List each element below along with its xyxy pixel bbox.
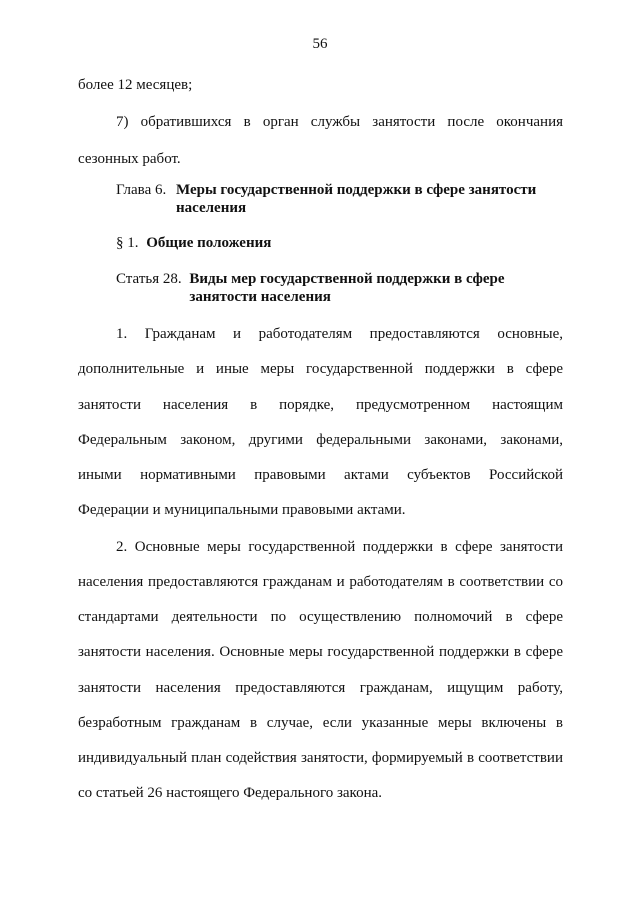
paragraph-line: 2. Основные меры государственной поддержки в сфере занятости: [116, 539, 563, 555]
section-label: § 1.: [116, 235, 139, 251]
chapter-title: [176, 181, 536, 217]
article-title: [189, 270, 504, 306]
section-heading: [116, 234, 271, 252]
list-item-7: 7) обратившихся в орган службы занятости после окончания: [116, 114, 563, 130]
paragraph-line: индивидуальный план содействия занятости, формируемый в соответствии: [78, 750, 563, 766]
paragraph-line: дополнительные и иные меры государственной поддержки в сфере: [78, 361, 563, 377]
paragraph-line: стандартами деятельности по осуществлению полномочий в сфере: [78, 609, 563, 625]
chapter-heading: [116, 181, 536, 217]
paragraph-line: населения предоставляются гражданам и работодателям в соответствии со: [78, 574, 563, 590]
article-title-line-1: Виды мер государственной поддержки в сфере: [189, 271, 505, 287]
chapter-title-line-2: населения: [175, 200, 247, 216]
paragraph-line: безработным гражданам в случае, если указанные меры включены в: [78, 715, 563, 731]
chapter-title-line-1: Меры государственной поддержки в сфере занятости: [175, 182, 537, 198]
paragraph-line: Федеральным законом, другими федеральными законами, законами,: [78, 432, 563, 448]
page-number: 56: [312, 36, 328, 52]
paragraph-line: занятости населения предоставляются гражданам, ищущим работу,: [78, 680, 563, 696]
paragraph-line: Федерации и муниципальными правовыми актами.: [78, 502, 406, 518]
paragraph-line: занятости населения в порядке, предусмотренном настоящим: [78, 397, 563, 413]
article-label: Статья 28.: [116, 271, 182, 287]
article-heading: [116, 270, 505, 306]
paragraph-line: иными нормативными правовыми актами субъектов Российской: [78, 467, 563, 483]
section-title: Общие положения: [146, 235, 272, 251]
article-title-line-2: занятости населения: [189, 289, 331, 305]
text-line: более 12 месяцев;: [78, 77, 193, 93]
paragraph-line: занятости населения. Основные меры государственной поддержки в сфере: [78, 644, 563, 660]
paragraph-line: со статьей 26 настоящего Федерального закона.: [78, 785, 383, 801]
chapter-label: Глава 6.: [116, 182, 167, 198]
text-line: сезонных работ.: [78, 151, 181, 167]
paragraph-line: 1. Гражданам и работодателям предоставляются основные,: [116, 326, 563, 342]
